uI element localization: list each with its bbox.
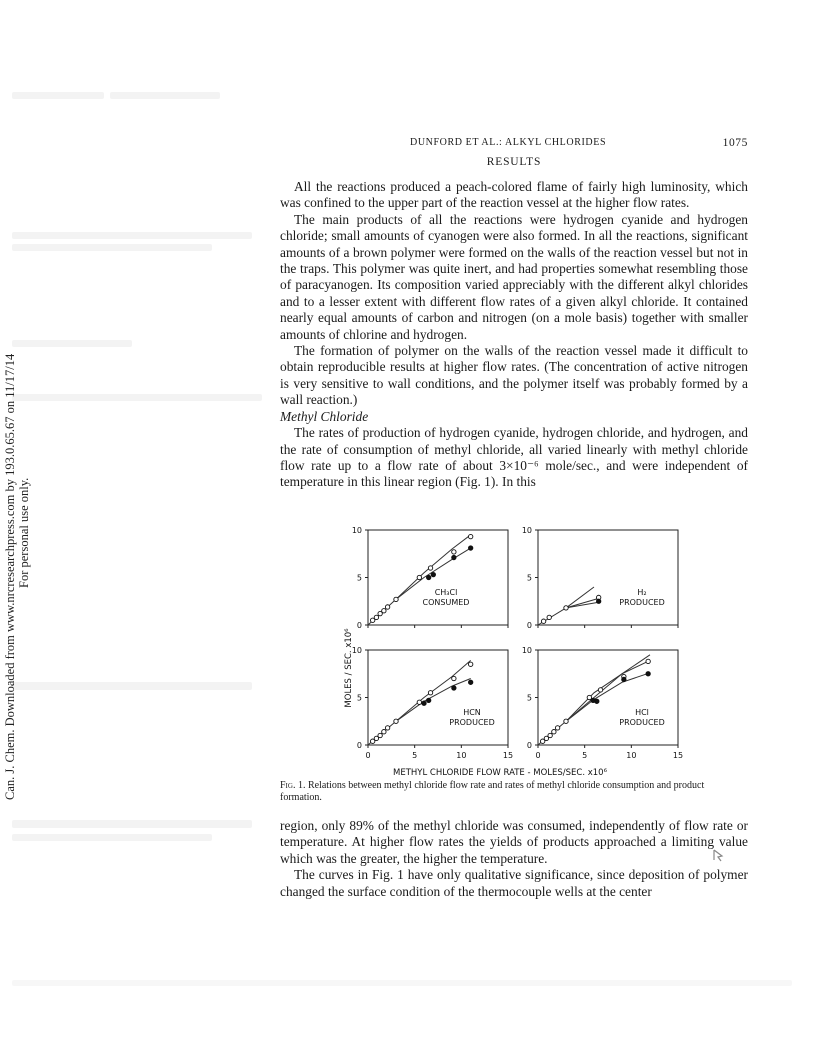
ghost-mark <box>110 92 220 99</box>
panel <box>522 526 678 630</box>
section-heading: RESULTS <box>486 156 542 168</box>
y-tick-label: 10 <box>351 526 362 535</box>
data-point-filled <box>468 546 472 550</box>
data-point-open <box>452 550 456 554</box>
data-point-open <box>385 726 389 730</box>
data-point-open <box>394 597 398 601</box>
data-point-filled <box>595 699 599 703</box>
running-title: DUNFORD ET AL.: ALKYL CHLORIDES <box>410 137 607 148</box>
x-tick-label: 10 <box>626 751 637 760</box>
panel-frame <box>538 650 678 745</box>
paragraph: All the reactions produced a peach-colored flame of fairly high luminosity, which was confined to the upper part of the reaction vessel at the higher flow rates. <box>280 179 748 211</box>
data-point-open <box>382 730 386 734</box>
x-tick-label: 10 <box>456 751 467 760</box>
caption-label: Fig. 1. <box>280 780 306 791</box>
y-tick-label: 10 <box>351 646 362 655</box>
download-notice <box>0 0 40 1053</box>
y-tick-label: 5 <box>526 573 532 583</box>
panel-label-line2: CONSUMED <box>422 598 470 607</box>
text-block-bottom <box>280 818 748 900</box>
data-point-filled <box>431 572 435 576</box>
data-point-open <box>547 615 551 619</box>
ghost-mark <box>12 834 212 841</box>
panel-label-line2: PRODUCED <box>619 598 665 607</box>
data-point-open <box>468 662 472 666</box>
data-point-filled <box>646 672 650 676</box>
ghost-mark <box>12 244 212 251</box>
annotation-mark-icon <box>712 848 728 862</box>
data-point-open <box>552 730 556 734</box>
data-point-open <box>378 733 382 737</box>
x-tick-label: 15 <box>502 751 514 760</box>
fit-curve <box>396 679 471 722</box>
data-point-open <box>428 566 432 570</box>
data-point-open <box>382 609 386 613</box>
ghost-mark <box>12 682 252 690</box>
panel-frame <box>538 530 678 625</box>
text-block-top <box>280 179 748 491</box>
figure-1 <box>320 520 700 780</box>
panel <box>352 646 513 760</box>
data-point-open <box>468 534 472 538</box>
download-notice-line2: For personal use only. <box>17 477 31 588</box>
figure-caption <box>280 780 748 804</box>
data-point-open <box>548 733 552 737</box>
data-point-open <box>394 719 398 723</box>
data-point-open <box>598 688 602 692</box>
y-tick-label: 0 <box>356 741 362 750</box>
x-tick-label: 15 <box>672 751 684 760</box>
y-tick-label: 5 <box>356 693 362 703</box>
download-notice-line1: Can. J. Chem. Downloaded from www.nrcresearchpress.com by 193.0.65.67 on 11/17/14 <box>3 353 17 800</box>
panel-label-line1: HCN <box>463 708 481 717</box>
data-point-filled <box>596 599 600 603</box>
x-tick-label: 0 <box>365 751 371 760</box>
y-tick-label: 10 <box>521 526 532 535</box>
panel-frame <box>368 650 508 745</box>
paragraph: The formation of polymer on the walls of the reaction vessel made it difficult to obtain reproducible results at higher flow rates. (The concentration of active nitrogen is very sensitive to wall conditions, and the polymer itself was probably formed by a wall reaction.) <box>280 343 748 408</box>
panel-label-line1: HCl <box>635 708 649 717</box>
data-point-open <box>428 691 432 695</box>
data-point-open <box>646 659 650 663</box>
data-point-open <box>417 575 421 579</box>
data-point-open <box>541 619 545 623</box>
y-tick-label: 5 <box>526 693 532 703</box>
data-point-filled <box>426 575 430 579</box>
paragraph: The main products of all the reactions were hydrogen cyanide and hydrogen chloride; small amounts of cyanogen were also formed. In all the reactions, significant amounts of a brown polymer were formed on the walls of the reaction vessel but not in the traps. This polymer was quite inert, and had properties somewhat resembling those of paracyanogen. Its composition varied appreciably with the different alkyl chlorides and to a lesser extent with different flow rates of a given alkyl chloride. It contained nearly equal amounts of carbon and nitrogen (on a mole basis) together with smaller amounts of chlorine and hydrogen. <box>280 211 748 342</box>
ghost-mark <box>12 820 252 828</box>
panel-label-line1: H₂ <box>637 588 647 597</box>
data-point-filled <box>452 555 456 559</box>
data-point-filled <box>468 680 472 684</box>
running-header <box>280 137 748 155</box>
ghost-mark <box>12 980 792 986</box>
data-point-filled <box>422 701 426 705</box>
caption-text: Relations between methyl chloride flow rate and rates of methyl chloride consumption and product formation. <box>280 780 705 803</box>
y-tick-label: 10 <box>521 646 532 655</box>
panel-label-line2: PRODUCED <box>449 718 495 727</box>
paragraph: The curves in Fig. 1 have only qualitative significance, since deposition of polymer changed the surface condition of the thermocouple wells at the center <box>280 867 748 899</box>
y-tick-label: 0 <box>526 741 532 750</box>
ghost-mark <box>12 232 252 239</box>
data-point-open <box>385 605 389 609</box>
panel <box>522 646 683 760</box>
subheading: Methyl Chloride <box>280 408 369 424</box>
data-point-open <box>564 606 568 610</box>
data-point-open <box>564 719 568 723</box>
paragraph: region, only 89% of the methyl chloride was consumed, independently of flow rate or temperature. At higher flow rates the yields of products approached a limiting value which was the greater, the higher the temperature. <box>280 818 748 866</box>
x-tick-label: 5 <box>412 751 418 760</box>
data-point-filled <box>426 698 430 702</box>
x-tick-label: 0 <box>535 751 541 760</box>
panel-label-line2: PRODUCED <box>619 718 665 727</box>
y-tick-label: 0 <box>356 621 362 630</box>
paragraph: The rates of production of hydrogen cyanide, hydrogen chloride, and hydrogen, and the rate of consumption of methyl chloride, all varied linearly with methyl chloride flow rate up to a flow rate of about 3×10⁻⁶ mole/sec., and were independent of temperature in this linear region (Fig. 1). In this <box>280 425 748 490</box>
page-number: 1075 <box>722 137 748 149</box>
x-axis-label: METHYL CHLORIDE FLOW RATE - MOLES/SEC. x10⁶ <box>392 768 608 778</box>
data-point-open <box>374 615 378 619</box>
panel <box>352 526 508 630</box>
data-point-open <box>555 726 559 730</box>
panel-frame <box>368 530 508 625</box>
panel-label-line1: CH₃Cl <box>434 588 458 597</box>
ghost-mark <box>12 394 262 401</box>
x-tick-label: 5 <box>582 751 588 760</box>
y-tick-label: 5 <box>356 573 362 583</box>
data-point-open <box>417 700 421 704</box>
y-axis-label: MOLES / SEC. x10⁶ <box>344 628 354 708</box>
data-point-filled <box>452 686 456 690</box>
data-point-open <box>452 676 456 680</box>
y-tick-label: 0 <box>526 621 532 630</box>
data-point-filled <box>622 677 626 681</box>
